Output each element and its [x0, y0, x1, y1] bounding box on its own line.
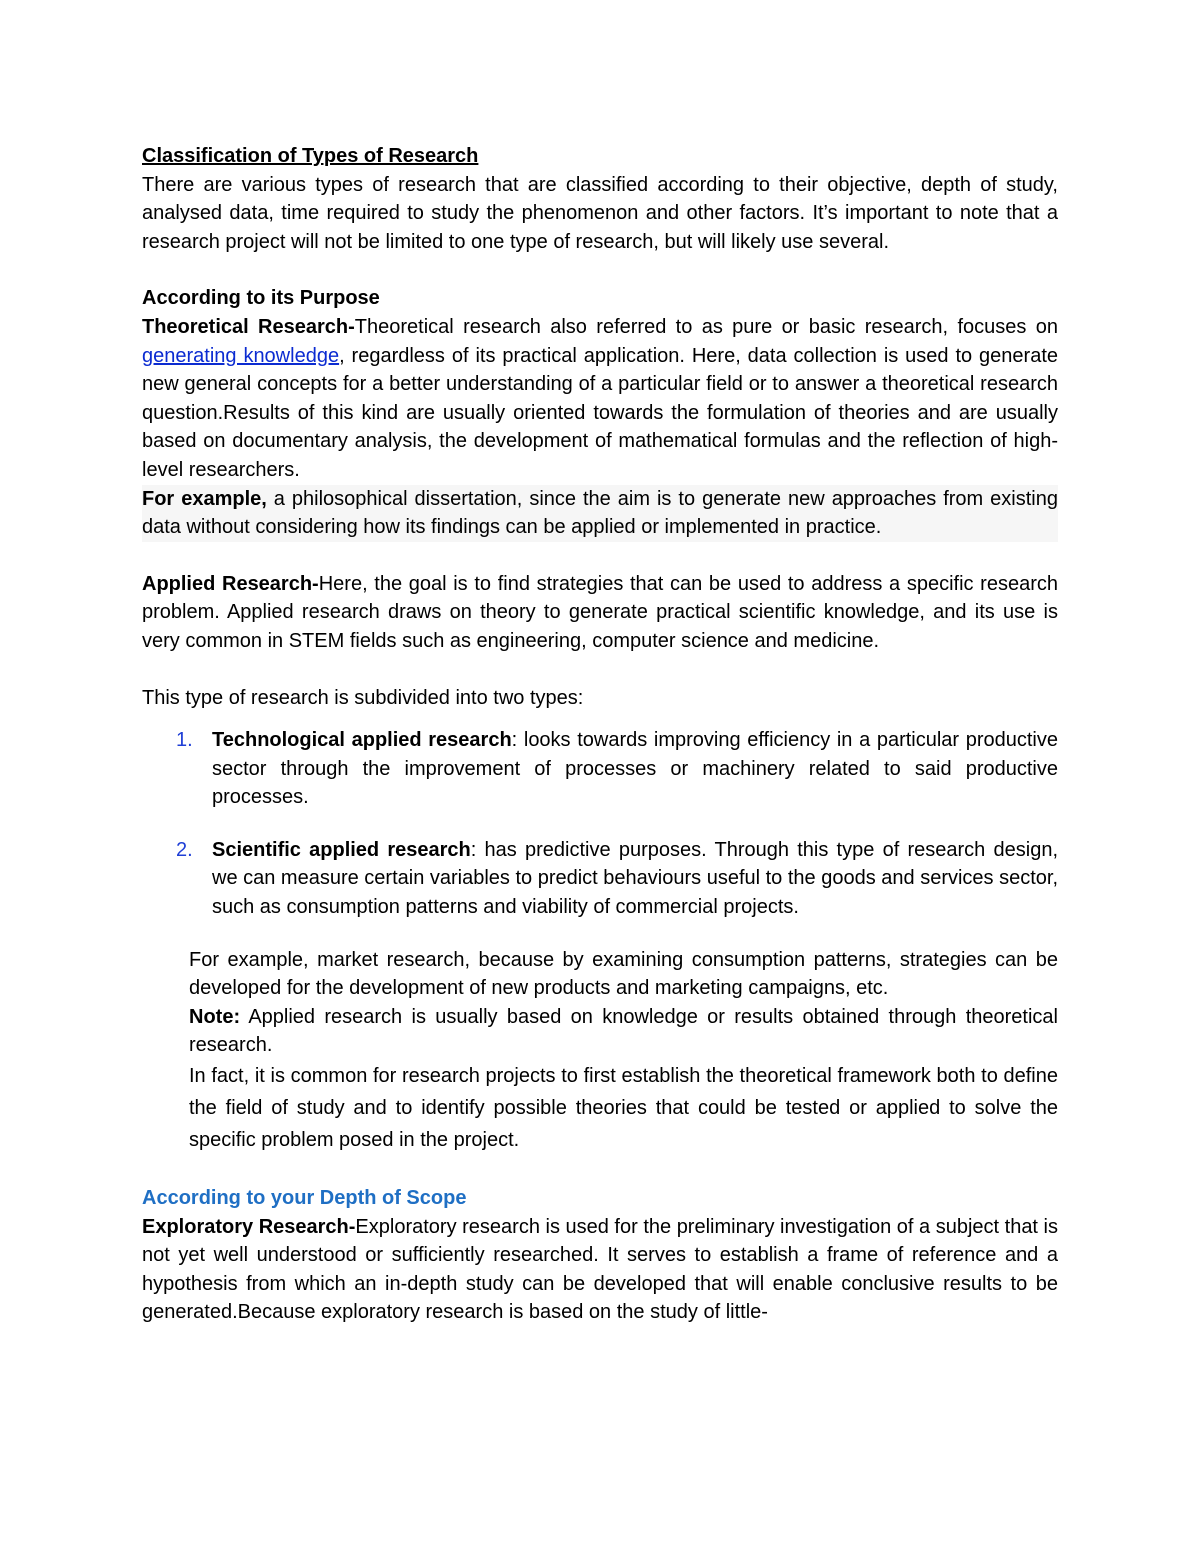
depth-heading: According to your Depth of Scope: [142, 1187, 467, 1210]
doc-title: Classification of Types of Research: [142, 145, 479, 167]
note-paragraph: Note: Applied research is usually based on knowledge or results obtained through theoretical research.: [189, 1005, 1058, 1057]
purpose-heading: According to its Purpose: [142, 287, 380, 310]
in-fact-paragraph: In fact, it is common for research projects to first establish the theoretical framework both to define the field of study and to identify possible theories that could be tested or applied to solve the specific problem posed in the project.: [189, 1065, 1058, 1152]
note-label: Note:: [189, 1005, 241, 1028]
document-body: [142, 142, 1058, 1327]
list-item: 2. Scientific applied research: has predictive purposes. Through this type of research design, we can measure certain variables to predict behaviours useful to the goods and services sector, such as consumption patterns and viability of commercial projects.: [142, 836, 1058, 922]
market-example-paragraph: For example, market research, because by examining consumption patterns, strategies can be developed for the development of new products and marketing campaigns, etc.: [189, 948, 1058, 1000]
intro-paragraph: There are various types of research that are classified according to their objective, depth of study, analysed data, time required to study the phenomenon and other factors. It’s important to note that a research project will not be limited to one type of research, but will likely use several.: [142, 173, 1058, 253]
applied-label: Applied Research-: [142, 572, 319, 595]
list-number: 2.: [176, 838, 193, 861]
list-item: 1. Technological applied research: looks towards improving efficiency in a particular productive sector through the improvement of processes or machinery related to said productive processes.: [142, 726, 1058, 812]
example-label: For example,: [142, 487, 267, 510]
list-number: 1.: [176, 729, 193, 752]
exploratory-label: Exploratory Research-: [142, 1215, 356, 1238]
exploratory-paragraph: Exploratory Research-Exploratory research is used for the preliminary investigation of a subject that is not yet well understood or sufficiently researched. It serves to establish a frame of reference and a hypothesis from which an in-depth study can be developed that will enable conclusive results to be generated.Because exploratory research is based on the study of little-: [142, 1215, 1058, 1324]
applied-paragraph: Applied Research-Here, the goal is to find strategies that can be used to address a specific research problem. Applied research draws on theory to generate practical scientific knowledge, and its use is very common in STEM fields such as engineering, computer science and medicine.: [142, 572, 1058, 652]
theoretical-label: Theoretical Research-: [142, 315, 355, 338]
applied-notes-block: [189, 946, 1058, 1156]
subdivided-text: This type of research is subdivided into two types:: [142, 686, 584, 709]
example-paragraph: For example, a philosophical dissertation, since the aim is to generate new approaches from existing data without considering how its findings can be applied or implemented in practice.: [142, 485, 1058, 542]
applied-types-list: [142, 726, 1058, 922]
theoretical-paragraph: Theoretical Research-Theoretical research also referred to as pure or basic research, focuses on generating knowledge, regardless of its practical application. Here, data collection is used to generate new general concepts for a better understanding of a particular field or to answer a theoretical research question.Results of this kind are usually oriented towards the formulation of theories and are usually based on documentary analysis, the development of mathematical formulas and the reflection of high-level researchers.: [142, 315, 1059, 481]
generating-knowledge-link[interactable]: generating knowledge: [142, 344, 340, 367]
